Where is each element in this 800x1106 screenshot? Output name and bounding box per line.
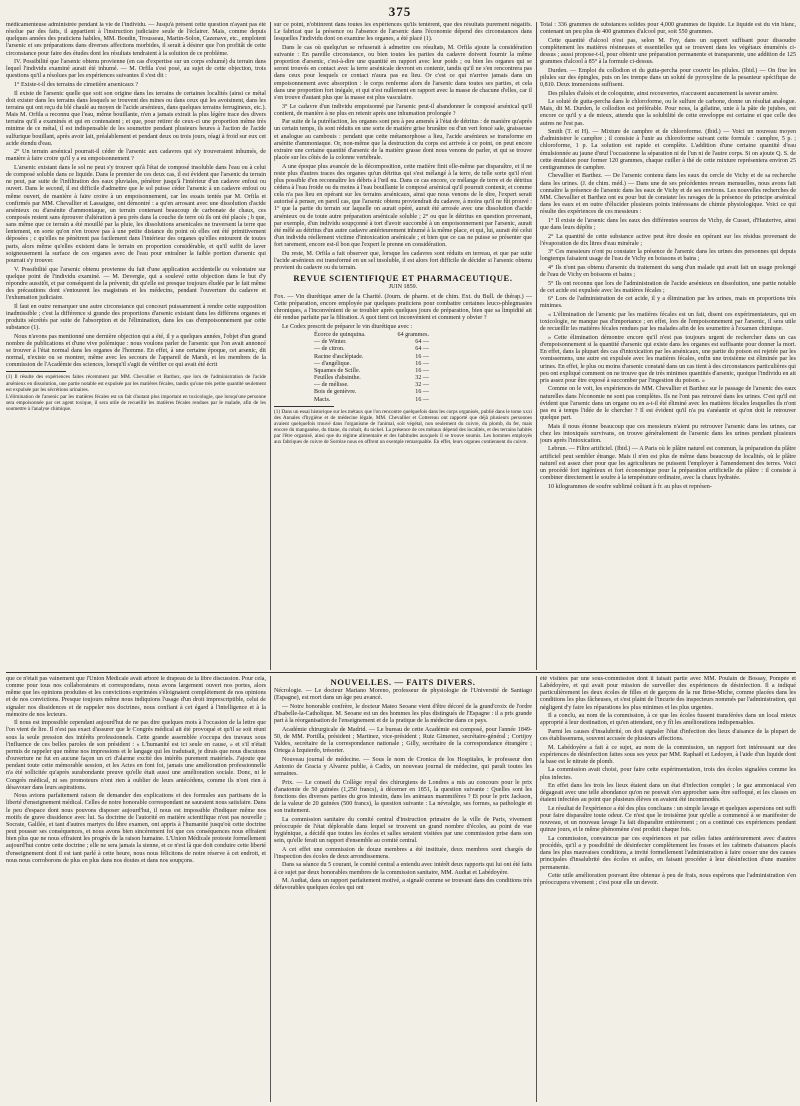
revue-heading: REVUE SCIENTIFIQUE ET PHARMACEUTIQUE. xyxy=(293,273,513,284)
paragraph: A une époque plus avancée de la décomposition, cette matière finit elle-même par disparaître, et il ne reste plus d'autres traces des organes qu'un détritus qui s'est mélangé à la terre, de telle sorte qu'il n'est plus possible d'en reconnaître les débris à l'œil nu. Dans ce cas encore, ce mélange de terre et de détritus cédera à l'eau froide ou du moins à l'eau bouillante le composé arsénical qu'il pourrait contenir, et comme cela n'a pas lieu en opérant sur les terrains arsénicaux, ainsi que nous venons de le dire, l'expert serait autorisé à penser, en pareil cas, que l'arsenic obtenu proviendrait du cadavre, à moins qu'il ne fût prouvé : 1° que la partie du terrain sur laquelle on aurait opéré, aurait été arrosée avec une dissolution d'acide arsénieux ou de toute autre préparation arsénicale soluble ; 2° ou que le détritus en question provenant, par exemple, d'un individu soupçonné à tort d'avoir succombé à un empoisonnement par l'arsenic, aurait été mêlé au détritus d'un autre cadavre antérieurement inhumé à la même place, et qui, lui, aurait été celui d'un individu réellement victime d'intoxication arsénicale ; et bien que ce cas ne puisse se présenter que fort rarement, encore est-il bon que l'expert le prenne en considération. xyxy=(274,163,532,249)
paragraph: 5° Ils ont reconnu que lors de l'administration de l'acide arsénieux en dissolution, une partie notable de cet acide est expulsée avec les matières fécales ; xyxy=(540,280,796,294)
paragraph: Smith (T. et H). — Mixture de camphre et de chloroforme. (Ibid.) — Voici un nouveau moyen d'administrer le camphre ; il consiste à l'unir au chloroforme suivant cette formule : camphre, 5 p. ; chloroforme, 1 p. La solution est rapide et complète. L'addition d'une certaine quantité d'eau émulsionnée au jaune d'œuf l'occasionne la séparation ni de l'un ni de l'autre corps. Si on ajoute Q. S. de cette émulsion pour former 120 grammes, chaque cuiller à thé de cette mixture représentera environ 25 centigrammes de camphre. xyxy=(540,129,796,171)
horizontal-divider xyxy=(6,672,796,673)
ingredient-name: — de mélisse. xyxy=(314,382,349,389)
paragraph: Cette quantité d'alcool n'est pas, selon M. Foy, dans un rapport suffisant pour dissoudre complètement les matières résineuses et essentielles qui se trouvent dans les végétaux énumérés ci-dessus ; aussi propose-t-il, pour obtenir une préparation permanente et transparente, une addition de 125 grammes d'alcool à 85° à la formule ci-dessus. xyxy=(540,37,796,66)
paragraph: M. Audiat, dans un rapport parfaitement motivé, a signalé comme se trouvant dans des conditions très défavorables quelques écoles qui ont xyxy=(274,878,532,892)
paragraph: Nouveau journal de médecine. — Sous le nom de Cronica de los Hospitales, le professeur don Antonio de Gracia y Alvarez publie, à Cadix, un nouveau journal de médecine, qui paraît toutes les semaines. xyxy=(274,756,532,778)
ingredient-name: — de citron. xyxy=(314,346,345,353)
paragraph: L'arsenic existant dans le sol ne peut s'y trouver qu'à l'état de composé insoluble dans l'eau ou à celui de composé soluble dans ce liquide. Dans le premier de ces deux cas, il est évident que l'arsenic du terrain ne peut, par suite de l'infiltration des eaux pluviales, pénétrer jusqu'à l'intérieur d'un cadavre enfoui ou ouvert. Dans le second, il est difficile d'admettre que le sol puisse céder l'arsenic à un cadavre enfoui ou même ouvert, de manière à faire croire à un empoisonnement, car les essais tentés par M. Orfila et confirmés par MM. Chevallier et Lassaigne, ont démontré : a qu'en arrosant avec une dissolution d'acide arsénieux ou d'arsénite d'ammoniaque, un terrain contenant beaucoup de carbonate de chaux, ces composés restent sans éprouver d'altération à peu près dans la couche de terre où ils ont été placés ; b que, sans même que ce terrain a été mouillé par la pluie, les dissolutions arsenicales ne traversent la terre que lentement, en sorte qu'on n'en trouve pas à une petite distance du point où elles ont été primitivement déposées ; c qu'elles ne pénètrent pas facilement dans l'intérieur des organes qu'elles entourent de toutes parts, alors même qu'elles existent dans le terrain en proportion considérable, et qu'il suffit de laver soigneusement la surface de ces organes avec de l'eau pour entraîner la faible portion d'arsenic qui pourrait s'y trouver. xyxy=(6,164,266,264)
paragraph: Cette utile amélioration pouvant être obtenue à peu de frais, nous espérons que l'administration s'en préoccupera vivement ; c'est pour elle un devoir. xyxy=(540,873,796,887)
recipe-row xyxy=(314,389,429,396)
paragraph: — Notre honorable confrère, le docteur Mateo Seoane vient d'être décoré de la grand'croix de l'ordre d'Isabelle-la-Catholique. M. Seoane est un des hommes les plus distingués de l'Espagne : il a pris grande part à la réorganisation de l'enseignement et de la pratique de la médecine dans ce pays. xyxy=(274,703,532,725)
paragraph: 3° Ces messieurs n'ont pu constater la présence de l'arsenic dans les urines des personnes qui depuis longtemps faisaient usage de l'eau de Vichy en boissons et bains ; xyxy=(540,249,796,263)
paragraph: Nous n'avons pas mentionné une dernière objection qui a été, il y a quelques années, l'objet d'un grand nombre de publications et d'une vive polémique : nous voulons parler de l'arsenic que l'on avait annoncé se trouver à l'état normal dans les organes de l'homme. En effet, à une certaine époque, cet arsenic, dit normal, n'existe ou se montrer, même avec les secours de l'appareil de Marsh, et les membres de la commission de l'Académie des sciences, lorsqu'il s'agit de vérifier ce qui avait été écrit xyxy=(6,333,266,369)
ingredient-quantity: 16 — xyxy=(415,389,429,396)
ingredient-name: Feuilles d'absinthe. xyxy=(314,375,361,382)
page-number: 375 xyxy=(388,4,412,19)
paragraph: La commission, convaincue par ces expériences et par celles faites antérieurement avec d'autres procédés, qu'il a y possibilité de désinfecter complètement les fosses et les cabinets d'aisances placés dans les plus mauvaises conditions, a invité formellement l'administration à faire cesser une des causes principales d'insalubrité des écoles et asiles, en faisant procéder à leur désinfection d'une manière permanente. xyxy=(540,836,796,871)
recipe-list xyxy=(314,332,532,404)
ingredient-quantity: 16 — xyxy=(415,360,429,367)
paragraph: Mais il nous étonne beaucoup que ces messieurs n'aient pu retrouver l'arsenic dans les urines, car chez les intoxiqués survivans, on trouve généralement de l'arsenic dans les urines pendant plusieurs jours après l'intoxication. xyxy=(540,423,796,444)
footnote: (1) Il résulte des expériences faites récemment par MM. Chevallier et Barthez, que lors de l'administration de l'acide arsénieux en dissolution, une partie notable est expulsée par les matières fécales, tandis qu'une très petite quantité seulement est expulsée par les sécrétions urinaires. xyxy=(6,374,266,393)
ingredient-name: — d'angélique. xyxy=(314,360,351,367)
paragraph: 10 kilogrammes de soufre sublimé coûtant à fr. au plus et représen- xyxy=(548,483,712,490)
footnote: L'élimination de l'arsenic par les matières fécales est un fait d'autant plus important en toxicologie, que lorsqu'une personne sera empoisonnée par cet agent toxique, il sera utile de recueillir les matières fécales rendues par le malade, afin de les soumettre à l'analyse chimique. xyxy=(6,394,266,413)
paragraph: 2° Un terrain arsénical pourrait-il céder de l'arsenic aux cadavres qui s'y trouveraient inhumés, de manière à faire croire qu'il y a eu empoisonnement ? xyxy=(6,149,266,163)
paragraph: La commission avait choisi, pour faire cette expérimentation, trois des écoles signalées comme les plus infectes. xyxy=(540,767,796,781)
paragraph: Le résultat de l'expérience a été des plus concluans : un simple lavage et quelques aspersions ont suffi pour faire disparaître toute odeur. Ce n'est que le troisième jour qu'elle a commencé à se manifester de nouveau, et un nouveau lavage l'a fait disparaître entièrement ; on a continué ces expériences pendant quinze jours, et le même phénomène s'est produit chaque fois. xyxy=(540,806,796,834)
revue-date-text: JUIN 1859. xyxy=(388,284,418,291)
paragraph: Total : 336 grammes de substances solides pour 4,000 grammes de liquide. Le liquide est du vin blanc, contenant un peu plus de 400 grammes d'alcool pur, soit 550 grammes. xyxy=(540,22,796,36)
column-divider xyxy=(536,22,537,670)
paragraph: Nécrologie. — Le docteur Mariano Moreno, professeur de physiologie de l'Université de Santiago (Espagne), est mort dans un âge peu avancé. xyxy=(274,688,532,702)
paragraph: Par suite de la putréfaction, les organes sont peu à peu amenés à l'état de détritus : de manière qu'après un certain temps, ils sont réduits en une sorte de matière grise brunâtre ou d'un vert foncé sale, graisseuse et analogue au cambouis : pendant que cette métamorphose a lieu, l'acide arsénieux se transforme en arsénite d'ammoniaque. Or, non-même que la destruction du corps est arrivée à ce point, on peut encore extraire une certaine quantité d'arsenic de la matière grasse dont nous venons de parler, et qui se trouve placée sur les côtés de la colonne vertébrale. xyxy=(274,119,532,161)
paragraph: Dans sa séance du 5 courant, le comité central a entendu avec intérêt deux rapports qui lui ont été faits à ce sujet par deux honorables membres de la commission sanitaire, MM. Audiat et Labédoyère. xyxy=(274,862,532,876)
ingredient-name: Racine d'asclépiade. xyxy=(314,353,364,360)
recipe-row xyxy=(314,339,429,346)
footnote-rule xyxy=(274,406,334,407)
recipe-row xyxy=(314,354,429,361)
paragraph: Il nous est impossible cependant aujourd'hui de ne pas dire quelques mots à l'occasion de la lettre que l'on vient de lire. Il n'est pas exact d'assurer que le Congrès médical ait été provoqué et qu'il se soit réuni sous la seule pression des intérêts professionnels. Cette grande assemblée s'occupa des travaux sous l'influence de ces belles paroles de son président : « L'humanité est ici seule en cause, » et s'il n'était permis de rappeler que même nos impressions et le langage qui les traduisait, je dirais que nous discutons d'ouverture ne fut en aucune façon un cri d'alarme excité des intérêts purement matériels. J'ajoute que pendant toute cette mémorable session, et les Actes en font foi, jamais une amélioration professionnelle n'a été sollicitée qu'après surabondante preuve qu'elle était aussi une amélioration sociale. Donc, ni le Congrès médical, ni ses promoteurs n'ont rien à oublier de leurs antécédens, comme ils n'ont rien à désavouer dans leurs aspirations. xyxy=(6,720,266,791)
paragraph: Dans le cas où quelqu'un se refuserait à admettre ces résultats, M. Orfila ajoute la considération suivante : En pareille circonstance, ou bien toutes les parties du cadavre doivent fournir la même proportion d'arsenic, c'est-à-dire une quantité en rapport avec leur poids ; ou bien les organes qui se seront trouvés en contact avec la terre arsénicale devront en contenir, tandis qu'il ne s'en rencontrera pas dans ceux pour lesquels ce contact n'aura pas eu lieu. Or c'est ce qui n'arrive jamais dans un empoisonnement avec absorption : le corps renferme alors de l'arsenic dans toutes ses parties, et cela dans une proportion fort inégale, et qui n'est nullement en rapport avec la masse de chacune d'elles, car il s'en trouve d'autant plus que la masse est plus vasculaire. xyxy=(274,44,532,101)
paragraph: « L'élimination de l'arsenic par les matières fécales est un fait, disent ces expérimentateurs, qui en toxicologie, ne manque pas d'importance ; en effet, lors de l'empoisonnement par l'arsenic, il sera utile de recueillir les matières fécales rendues par les malades afin de les soumettre à l'examen chimique. xyxy=(540,312,796,333)
paragraph: que ce n'était pas vainement que l'Union Médicale avait arboré le drapeau de la libre discussion. Pour cela, comme pour tous nos collaborateurs et correspondans, nous avons largement ouvert nos portes, alors même que les opinions produites et les convictions exprimées s'éloignaient complètement de nos opinions et de nos convictions. Presque toujours même nous indiquions l'usage d'un droit imprescriptible, celui de signaler nos dissidences et de rappeler nos doctrines, nous confiant à cet égard à l'intelligence et à la mémoire de nos lecteurs. xyxy=(6,676,266,718)
paragraph: En effet dans les trois les lieux étaient dans un état d'infection complet ; le gaz ammoniacal s'en dégageait avec une telle abondance qu'on ne pouvait s'en approcher sans être suffoqué, et les classes en étaient infectées au point que plusieurs élèves en avaient été incommodés. xyxy=(540,783,796,804)
recipe-row xyxy=(314,375,429,382)
paragraph: Du reste, M. Orfila a fait observer que, lorsque les cadavres sont réduits en terreau, et que par suite l'acide arsénieux est transformé en un sel insoluble, il est alors fort difficile de décider si l'arsenic obtenu provient du cadavre ou du terrain. xyxy=(274,250,532,272)
column-3 xyxy=(540,22,796,670)
paragraph: Lebrun. — Filtre artificiel. (Ibid.) — A Paris où le plâtre naturel est commun, la préparation du plâtre artificiel peut sembler étrange. Mais il n'en est plus de même dans beaucoup de localités, où le plâtre naturel est assez cher pour que les agriculteurs ne puissent l'employer à l'amendement des terres. Voici un procédé fort ingénieux et fort économique pour la préparation artificielle du plâtre : il consiste à combiner directement le soufre à la température ordinaire, avec la chaux hydratée. xyxy=(540,446,796,482)
column-divider xyxy=(270,22,271,670)
paragraph: 4° Ils n'ont pas obtenu d'arsenic du traitement du sang d'un malade qui avait fait un usage prolongé de l'eau de Vichy en boissons et bains ; xyxy=(540,264,796,279)
paragraph: Durden. — Emploi du collodion et du gutta-percha pour couvrir les pilules. (Ibid.) — On fixe les pilules sur des épingles, puis on les trempe dans un soluté de pyroxyline de la pesanteur spécifique de 0,810. Deux immersions suffisent. xyxy=(540,67,796,89)
paragraph: sur ce point, n'obtinrent dans toutes les expériences qu'ils tentèrent, que des résultats purement négatifs. Le fabricat que la présence ou l'absence de l'arsenic dans l'économie dépend des circonstances dans lesquelles l'individu dont on examine les organes, a été placé (1). xyxy=(274,22,532,43)
paragraph: M. Labédoyère a fait à ce sujet, au nom de la commission, un rapport fort intéressant sur des expériences de désinfection faites sous ses yeux par MM. Raphaël et Ledoyen, à l'aide d'un liquide dont la base est le nitrate de plomb. xyxy=(540,744,796,765)
column-1 xyxy=(6,22,266,670)
ingredient-quantity: 32 — xyxy=(415,375,429,382)
paragraph: Il faut en outre remarquer une autre circonstance qui concourt puissamment à rendre cette supposition inadmissible ; c'est la différence si grande des proportions d'arsenic existant dans les différens organes et produits sécrétés par suite de l'absorption et de l'élimination, dans les cas d'empoisonnement par cette substance (1). xyxy=(6,303,266,332)
paragraph: Le soluté de gutta-percha dans le chloroforme, ou le sulfure de carbone, donne un résultat analogue. Mais, dit M. Durden, le collodion est préférable. Pour nous, la gélatine, unie à la pâte de jujubes, est encore ce qu'il y a de mieux, attendu que la solubilité de cette enveloppe est certaine et que celle des autres ne l'est pas. xyxy=(540,99,796,127)
ingredient-name: Écorce de quinquina. xyxy=(314,332,366,339)
paragraph: Nous avions parfaitement raison de demander des explications et des formules aux partisans de la liberté d'enseignement médical. Celles de notre honorable correspondant ne sauraient nous satisfaire. Dans le peu d'espace dont nous pouvons disposer aujourd'hui, il nous est impossible d'indiquer même nos motifs de grave dissidence avec lui. Sa doctrine de l'autorité en matière scientifique n'est pas nouvelle ; Socrate, Galilée, et tant d'autres martyrs du libre examen, ont appris à l'humanité jusqu'où cette doctrine peut pousser ses conséquences, et nous avons bien sincèrement foi que ces conséquences nous effraient bien plus que ne nous effraient les progrès de la raison humaine. L'Union Médicale proteste formellement aujourd'hui contre cette doctrine ; elle ne sera jamais la sienne, et ce n'est là que doit conduire cette liberté d'enseignement dont il est tant parlé à cette heure, nous nous félicitons de notre réserve à cet endroit, et nous nous corroborons de plus en plus dans nos doutes et dans nos soupçons. xyxy=(6,793,266,864)
ingredient-quantity: 16 — xyxy=(415,353,429,360)
column-divider xyxy=(536,676,537,1102)
paragraph: 1° Il existe de l'arsenic dans les eaux des différentes sources de Vichy, de Cusset, d'Hauterive, ainsi que dans leurs dépôts ; xyxy=(540,217,796,231)
nouvelles-column xyxy=(274,676,532,1102)
recipe-row xyxy=(314,397,429,404)
paragraph: » Cette élimination démontre encore qu'il n'est pas toujours urgent de rechercher dans un cas d'empoisonnement si la quantité d'arsenic qui existe dans les organes est suffisante pour donner la mort. En effet, dans la plupart des cas d'intoxication par les arsénicaux, une partie du poison est rejetée par les vomissemens, une autre est expulsée avec les matières fécales, enfin une troisième est éliminée par les urines. En effet, le plus ou moins d'arsenic constaté dans un cas tient à des circonstances particulières qui peu ont expliqué comment on ne trouve que de très minimes quantités d'arsenic, quoique l'individu en ait pris assez pour être exposé à succomber par l'ingestion du poison. » xyxy=(540,334,796,384)
lower-column-3 xyxy=(540,676,796,1102)
ingredient-quantity: 16 — xyxy=(415,367,429,374)
paragraph: Comme on le voit, les expériences de MM. Chevallier et Barthez sur le passage de l'arsenic des eaux naturelles dans l'économie ne sont pas complètes. Ils ne l'ont pas retrouvé dans les urines. C'est qu'il est évident que l'arsenic dans un organe ou en a-t-il été éliminé avec les matières fécales lesquelles ils n'ont pas eu à temps l'idée de le chercher ? Il est évident qu'il n'a pu s'anéantir et qu'on doit le retrouver quelque part. xyxy=(540,386,796,421)
paragraph: 3° Le cadavre d'un individu empoisonné par l'arsenic peut-il abandonner le composé arsénical qu'il contient, de manière à ne plus en retenir après une inhumation prolongée ? xyxy=(274,103,532,117)
paragraph: Il a conclu, au nom de la commission, à ce que les écoles fussent transférées dans un local mieux approprié à leur destination, et qu'en attendant, on y fît les améliorations indispensables. xyxy=(540,713,796,727)
paragraph: 2° La quantité de cette substance active peut être dosée en opérant sur les résidus provenant de l'évaporation de dix litres d'eau minérale ; xyxy=(540,233,796,247)
column-2 xyxy=(274,22,532,670)
paragraph: V. Possibilité que l'arsenic obtenu provienne du fait d'une application accidentelle ou volontaire sur quelque point de l'individu examiné. — M. Devergie, qui a soulevé cette objection dans le but d'y répondre aussitôt, et par conséquent de la prévenir, dit qu'elle est presque toujours éludée par le fait même des précautions dont s'entourent les magistrats et les médecins, pendant l'ouverture du cadavre et l'exhumation judiciaire. xyxy=(6,266,266,302)
footnote-rule xyxy=(6,371,66,372)
paragraph: 1° Existe-t-il des terrains de cimetière arsenicaux ? xyxy=(14,82,139,89)
nouvelles-heading: NOUVELLES. — FAITS DIVERS. xyxy=(330,677,476,687)
paragraph: Des pilules d'aloès et de coloquinte, ainsi recouvertes, n'accusent aucunement la saveur amère. xyxy=(548,90,779,97)
recipe-row xyxy=(314,382,429,389)
paragraph: Parmi les causes d'insalubrité, on doit signaler l'état d'infection des lieux d'aisance de la plupart de ces établissemens, souvent accusée de plusieurs affections. xyxy=(540,728,796,743)
ingredient-quantity: 64 — xyxy=(415,339,429,346)
revue-date xyxy=(274,284,532,291)
paragraph: Fox. — Vin diurétique amer de la Charité. (Journ. de pharm. et de chim. Ext. du Bull. de thérap.) — Cette préparation, encore employée par quelques praticiens pour combattre certaines leuco-phlegmasies chroniques, a l'inconvénient de se troubler après quelques jours de préparation, bien que sa limpidité ait été rendue parfaite par la filtration. A quoi tient cet inconvénient et comment y obvier ? xyxy=(274,293,532,322)
ingredient-quantity: 64 grammes. xyxy=(397,332,429,339)
paragraph: Prix. — Le conseil du Collège royal des chirurgiens de Londres a mis au concours pour le prix d'anatomie de 50 guinées (1,250 francs), à décerner en 1851, la question suivante : Quelles sont les fonctions des diverses parties du gros intestin, dans les animaux mammifères ? Et pour le prix Jackson, de la valeur de 20 guinées (500 francs), la question suivante : La névralgie, ses formes, sa pathologie et son traitement. xyxy=(274,779,532,815)
paragraph: IV. Possibilité que l'arsenic obtenu provienne (en cas d'expertise sur un corps exhumé) du terrain dans lequel l'individu examiné aurait été inhumé. — M. Orfila s'est posé, au sujet de cette objection, trois questions qu'il a résolues par les expériences suivantes il s'est dit : xyxy=(6,59,266,80)
recipe-row xyxy=(314,346,429,353)
paragraph: Le Codex prescrit de préparer le vin diurétique avec : xyxy=(282,323,413,330)
lower-column-1 xyxy=(6,676,266,1102)
recipe-row xyxy=(314,332,429,339)
recipe-row xyxy=(314,368,429,375)
ingredient-quantity: 32 — xyxy=(415,382,429,389)
column-divider xyxy=(270,676,271,1102)
recipe-row xyxy=(314,361,429,368)
paragraph: Chevallier et Barthez. — De l'arsenic contenu dans les eaux du cercle de Vichy et de sa recherche dans les urines. (J. de chim. méd.) — Dans une de ses précédentes revues mensuelles, nous avons fait connaître la présence de l'arsenic dans les eaux de Vichy et de ses environs. Les nouvelles recherches de MM. Chevallier et Barthez ont eu pour but de constater les ravages de la présence du principe arsénical dans les eaux et en outre d'élucider plusieurs points intéressans de chimie physiologique. Voici ce qui résulte des expériences de ces messieurs : xyxy=(540,173,796,216)
ingredient-name: — de Winter. xyxy=(314,339,347,346)
paragraph: Il existe de l'arsenic quelle que soit son origine dans les terrains de certaines localités (ainsi ce métal doit exister dans les terrains dans lesquels se trouvent des mines ou dans ceux qui les avoisinent, dans les terrains qui ont reçu du blé chaulé au moyen de l'acide arsénieux, dans quelques terrains ferrugineux, etc.). Mais M. Orfila a reconnu que l'eau, même bouillante, n'en a jamais extrait la plus légère trace des divers terrains qu'il a examinés et qui en contenaient ; et que, pour retirer de ceux-ci une proportion même très minime de ce métal, il est indispensable de les soumettre pendant plusieurs heures à l'action de l'acide sulfurique bouillant, après avoir lait, préalablement et pendant deux ou trois jours, réagi à froid sur eux cet acide étendu d'eau. xyxy=(6,90,266,147)
ingredient-name: Squames de Scille. xyxy=(314,367,361,374)
paragraph: La commission sanitaire du comité central d'instruction primaire de la ville de Paris, vivement préoccupée de l'état déplorable dans lequel se trouvent un grand nombre d'écoles, au point de vue hygiénique, a décidé que toutes les écoles et salles seraient visitées par une commission prise dans son sein, qu'elle ferait un rapport d'ensemble au comité central. xyxy=(274,816,532,845)
paragraph: Académie chirurgicale de Madrid. — Le bureau de cette Académie est composé, pour l'année 1849-50, de MM. Portilla, président ; Martinez, vice-président ; Ruiz Gimenez, secrétaire-général ; Cortijoy Valdes, secrétaire de la correspondance nationale ; Gilly, secrétaire de la correspondance étrangère ; Ortega à Izquierdo, trésorier. xyxy=(274,726,532,755)
paragraph: été visitées par une sous-commission dont il faisait partie avec MM. Poulain de Bossay, Pompée et Labédoyère, et qui avait pour mission de surveiller des expériences de désinfection. Il a indiqué particulièrement les deux écoles de filles et de garçons de la rue Brise-Miche, comme placées dans les conditions les plus fâcheuses, et s'est plaint de l'incurie des inspecteurs nommés par l'administration, qui négligent d'y faire les réparations les plus minimes et les plus urgentes. xyxy=(540,676,796,711)
paragraph: A cet effet une commission de douze membres a été instituée, deux membres sont chargés de l'inspection des écoles de deux arrondissemens. xyxy=(274,846,532,860)
ingredient-name: Macis. xyxy=(314,396,331,403)
ingredient-quantity: 64 — xyxy=(415,346,429,353)
footnote: (1) Dans un essai historique sur les métaux que l'on rencontre quelquefois dans les corps organisés, publié dans le tome xxxi des Annales d'hygiène et de médecine légale, MM. Chevallier et Cottereau ont rapporté que déjà plusieurs personnes avaient quelquefois trouvé dans l'organisme de l'animal, soit végétal, non seulement du cuivre, du plomb, du fer, mais encore du manganèse, du titane, du cobalt, du nickel. La présence de ces métaux dépend des localités, et des terrains habités par l'être organisé, ainsi que du régime alimentaire et des habitudes auxquels il se trouve soumis. Les hommes employés aux fabriques de cuivre de Sorrèze nous en offrent un exemple remarquable. En effet, leurs organes contiennent du cuivre. xyxy=(274,408,532,446)
ingredient-name: Bois de genièvre. xyxy=(314,389,357,396)
ingredient-quantity: 16 — xyxy=(415,396,429,403)
paragraph: 6° Lors de l'administration de cet acide, il y a élimination par les urines, mais en proportions très minimes. xyxy=(540,296,796,310)
paragraph: médicamenteuse administrée pendant la vie de l'individu. — Jusqu'à présent cette question n'ayant pas été résolue par des faits, il appartient à l'instruction judiciaire seule de l'éclairer. Mais, comme depuis quelques années des praticiens habiles, MM. Boudin, Trousseau, Martin-Solon, Cazenave, etc., emploient l'arsenic et ses préparations dans diverses affections morbides, il serait à désirer que l'on profitât de cette circonstance pour faire des études dont les résultats tendraient à la solution de ce problème. xyxy=(6,22,266,57)
